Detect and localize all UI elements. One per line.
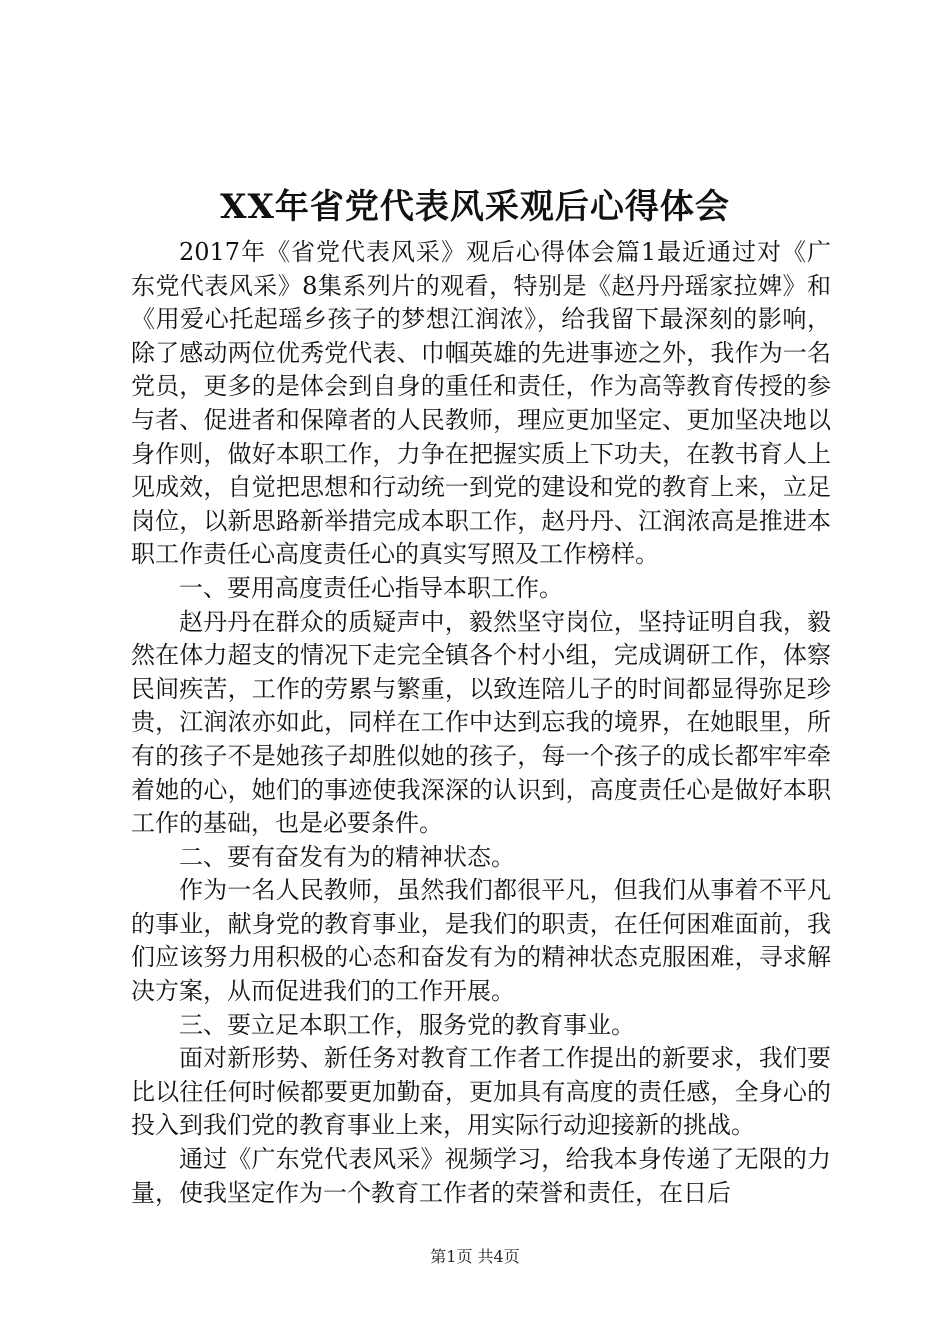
section-heading: 三、要立足本职工作，服务党的教育事业。 [179, 1010, 635, 1039]
paragraph: 赵丹丹在群众的质疑声中，毅然坚守岗位，坚持证明自我，毅然在体力超支的情况下走完全镇各个村小组，完成调研工作，体察民间疾苦，工作的劳累与繁重，以致连陪儿子的时间都显得弥足珍贵，江润浓亦如此，同样在工作中达到忘我的境界，在她眼里，所有的孩子不是她孩子却胜似她的孩子，每一个孩子的成长都牢牢牵着她的心，她们的事迹使我深深的认识到，高度责任心是做好本职工作的基础，也是必要条件。 [131, 607, 831, 838]
paragraph: 面对新形势、新任务对教育工作者工作提出的新要求，我们要比以往任何时候都要更加勤奋，更加具有高度的责任感，全身心的投入到我们党的教育事业上来，用实际行动迎接新的挑战。 [131, 1044, 831, 1140]
document-body [131, 236, 831, 1210]
paragraph: 通过《广东党代表风采》视频学习，给我本身传递了无限的力量，使我坚定作为一个教育工作者的荣誉和责任，在日后 [131, 1145, 831, 1207]
page-number-footer: 第1页 共4页 [430, 1247, 520, 1266]
paragraph: 作为一名人民教师，虽然我们都很平凡，但我们从事着不平凡的事业，献身党的教育事业，是我们的职责，在任何困难面前，我们应该努力用积极的心态和奋发有为的精神状态克服困难，寻求解决方案，从而促进我们的工作开展。 [131, 876, 831, 1006]
paragraph: 2017年《省党代表风采》观后心得体会篇1最近通过对《广东党代表风采》8集系列片的观看，特别是《赵丹丹瑶家拉婢》和《用爱心托起瑶乡孩子的梦想江润浓》，给我留下最深刻的影响，除了感动两位优秀党代表、巾帼英雄的先进事迹之外，我作为一名党员，更多的是体会到自身的重任和责任，作为高等教育传授的参与者、促进者和保障者的人民教师，理应更加坚定、更加坚决地以身作则，做好本职工作，力争在把握实质上下功夫，在教书育人上见成效，自觉把思想和行动统一到党的建设和党的教育上来，立足岗位，以新思路新举措完成本职工作，赵丹丹、江润浓高是推进本职工作责任心高度责任心的真实写照及工作榜样。 [131, 238, 831, 569]
section-heading: 一、要用高度责任心指导本职工作。 [179, 573, 563, 602]
section-heading: 二、要有奋发有为的精神状态。 [179, 842, 515, 871]
page-title: XX年省党代表风采观后心得体会 [220, 187, 730, 227]
